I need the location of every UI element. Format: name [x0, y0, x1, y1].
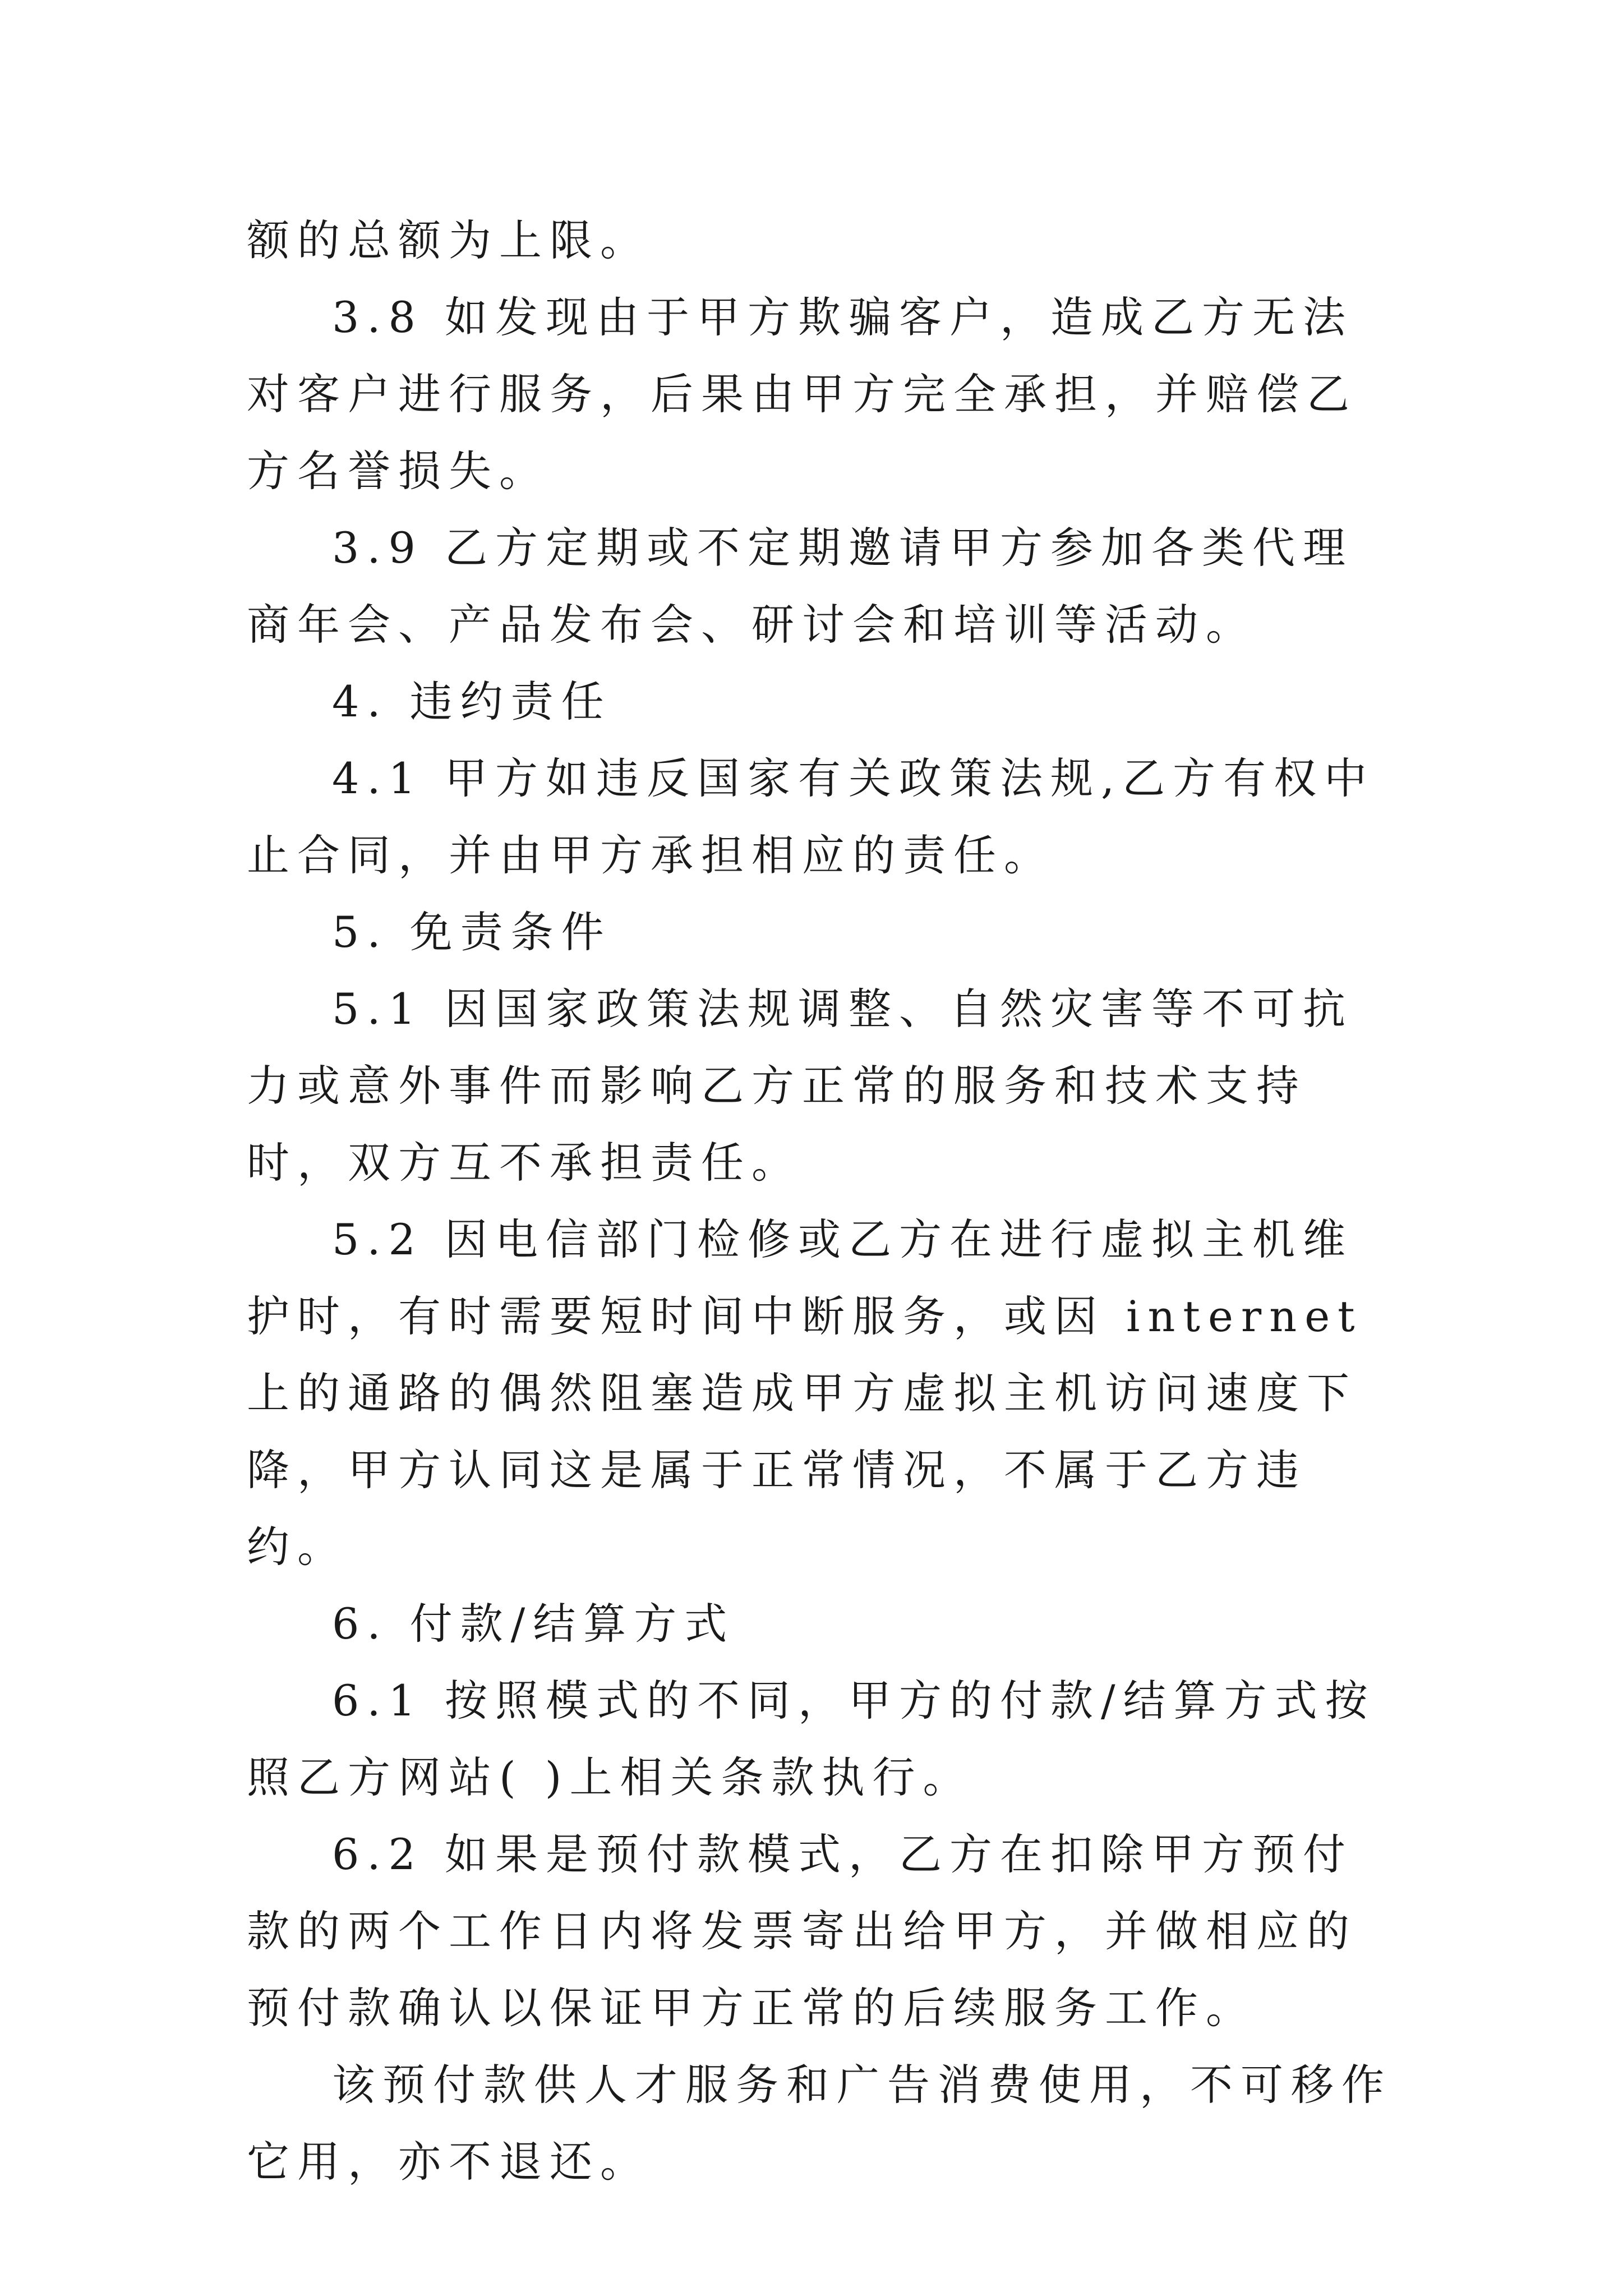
section-heading-4: 4. 违约责任 — [332, 677, 612, 726]
paragraph-clause-5-1: 5.1 因国家政策法规调整、自然灾害等不可抗力或意外事件而影响乙方正常的服务和技术支持时，双方互不承担责任。 — [247, 984, 1354, 1188]
document-body — [247, 202, 1402, 2200]
paragraph-continuation: 额的总额为上限。 — [247, 215, 651, 265]
section-heading-6: 6. 付款/结算方式 — [332, 1599, 735, 1649]
paragraph-clause-4-1: 4.1 甲方如违反国家有关政策法规,乙方有权中止合同，并由甲方承担相应的责任。 — [247, 753, 1375, 880]
paragraph-clause-6-1: 6.1 按照模式的不同，甲方的付款/结算方式按照乙方网站( )上相关条款执行。 — [247, 1676, 1376, 1802]
paragraph-clause-3-9: 3.9 乙方定期或不定期邀请甲方参加各类代理商年会、产品发布会、研讨会和培训等活动。 — [247, 523, 1354, 650]
paragraph-clause-6-2: 6.2 如果是预付款模式，乙方在扣除甲方预付款的两个工作日内将发票寄出给甲方，并做相应的预付款确认以保证甲方正常的后续服务工作。 — [247, 1829, 1357, 2033]
paragraph-prepayment-note: 该预付款供人才服务和广告消费使用，不可移作它用，亦不退还。 — [247, 2060, 1392, 2187]
paragraph-clause-5-2: 5.2 因电信部门检修或乙方在进行虚拟主机维护时，有时需要短时间中断服务，或因 internet 上的通路的偶然阻塞造成甲方虚拟主机访问速度下降，甲方认同这是属于正常情况，不属于乙方违约。 — [247, 1214, 1363, 1572]
section-heading-5: 5. 免责条件 — [332, 907, 612, 957]
paragraph-clause-3-8: 3.8 如发现由于甲方欺骗客户，造成乙方无法对客户进行服务，后果由甲方完全承担，并赔偿乙方名誉损失。 — [247, 292, 1357, 496]
